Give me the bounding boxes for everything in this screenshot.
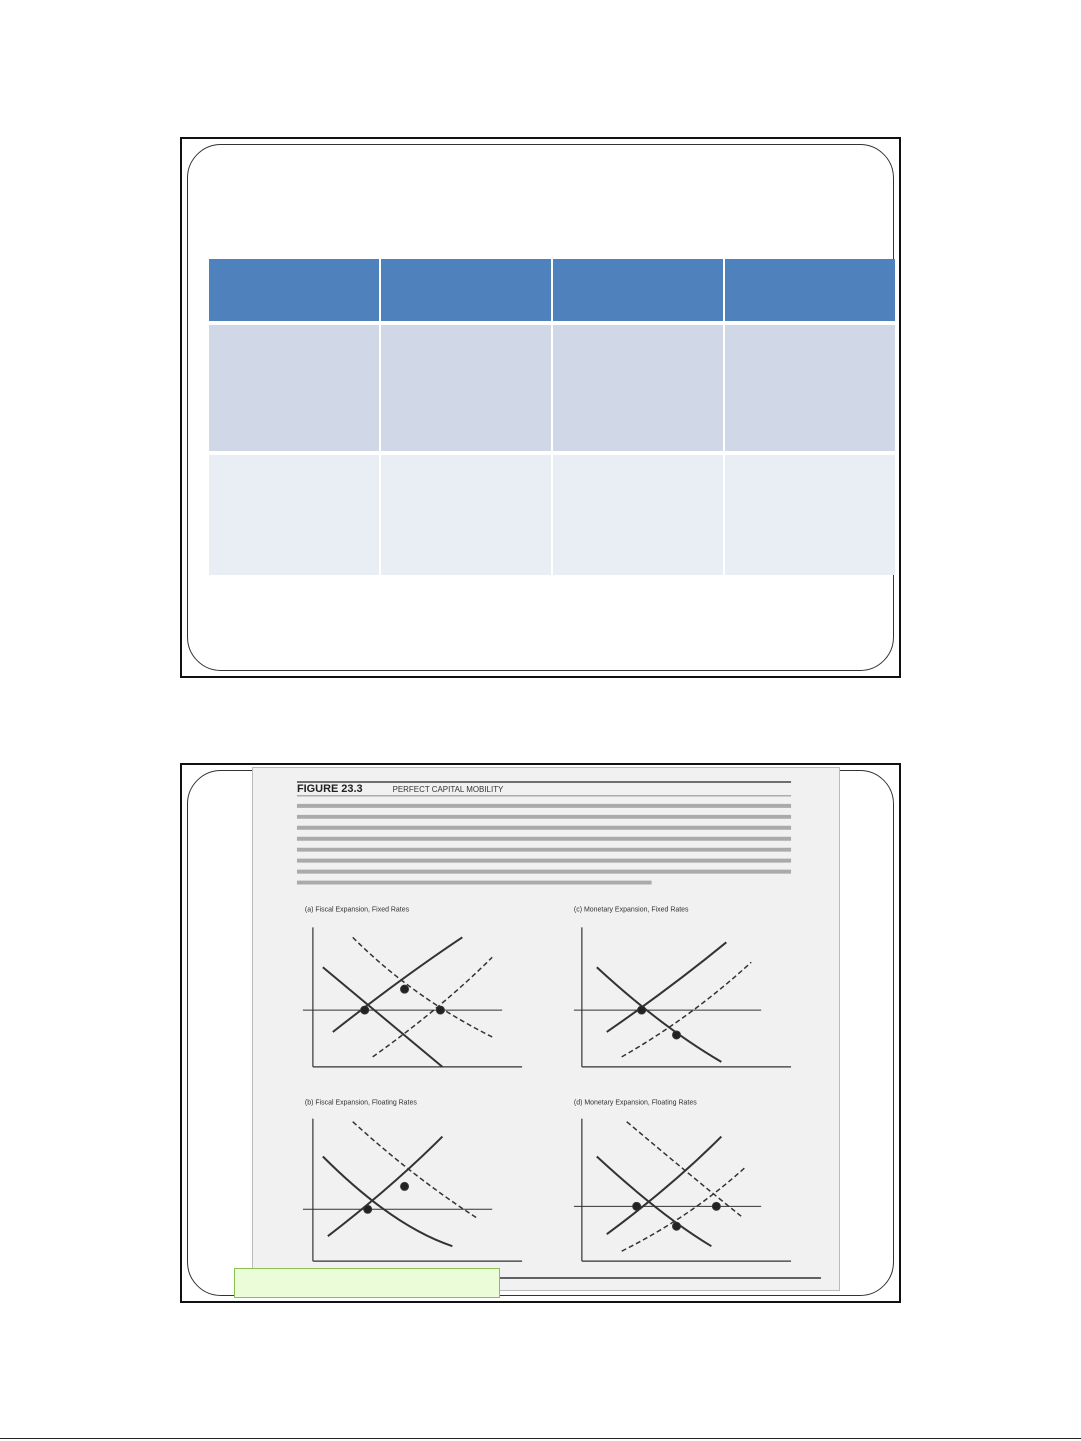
- figure-slide: [180, 763, 901, 1303]
- panel-title: (d) Monetary Expansion, Floating Rates: [573, 1099, 697, 1107]
- table-row: [208, 325, 896, 451]
- panel-title: (a) Fiscal Expansion, Fixed Rates: [304, 906, 410, 914]
- header-cell: [552, 259, 724, 321]
- header-cell: [380, 259, 552, 321]
- table-header-row: [208, 259, 896, 321]
- table-cell: [380, 455, 552, 575]
- table-cell: [724, 325, 896, 451]
- panel-c-graph: [574, 927, 791, 1066]
- figure-title: FIGURE 23.3: [296, 782, 363, 795]
- table-cell: [208, 325, 380, 451]
- panel-a-graph: [303, 927, 522, 1066]
- panel-b-graph: [303, 1119, 522, 1261]
- scanned-figure-image: [252, 767, 840, 1291]
- table-cell: [380, 325, 552, 451]
- slide-content-area: [187, 144, 894, 671]
- figure-drawing: [253, 768, 839, 1290]
- figure-subtitle: PERFECT CAPITAL MOBILITY: [392, 784, 504, 794]
- table-row: [208, 455, 896, 575]
- panel-title: (c) Monetary Expansion, Fixed Rates: [573, 906, 689, 914]
- table-cell: [552, 455, 724, 575]
- caption-highlight-box: [234, 1268, 500, 1298]
- figure-description-text: [297, 806, 791, 883]
- header-cell: [208, 259, 380, 321]
- table-cell: [724, 455, 896, 575]
- panel-d-graph: [574, 1119, 791, 1261]
- table-cell: [208, 455, 380, 575]
- header-cell: [724, 259, 896, 321]
- panel-title: (b) Fiscal Expansion, Floating Rates: [304, 1099, 417, 1107]
- table-slide: [180, 137, 901, 678]
- table-cell: [552, 325, 724, 451]
- comparison-table: [207, 259, 897, 575]
- page-bottom-rule: [0, 1438, 1081, 1439]
